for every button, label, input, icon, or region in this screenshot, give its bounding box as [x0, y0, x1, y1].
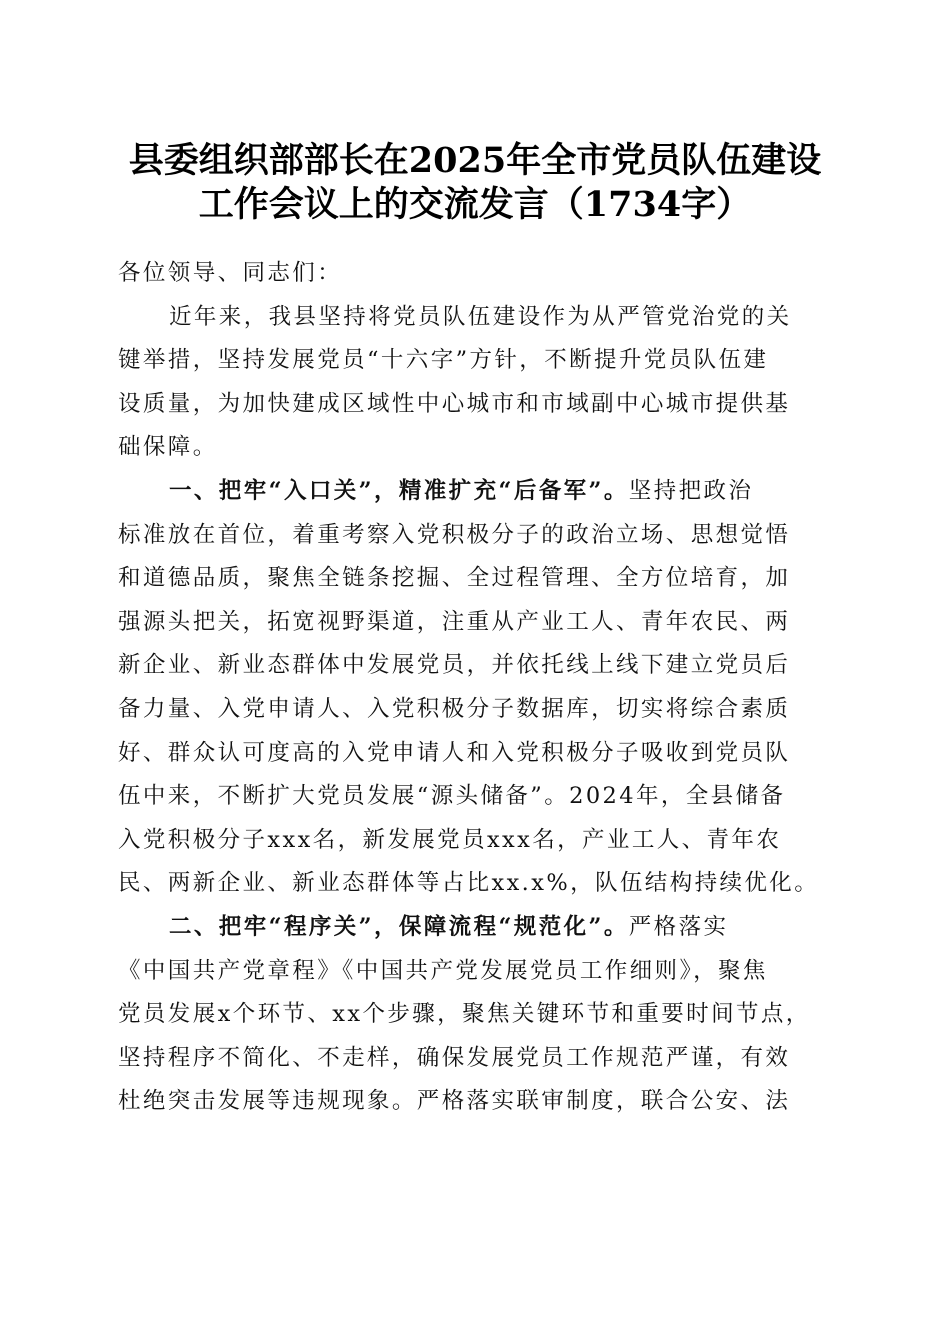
section-1-first-line — [118, 470, 834, 514]
section-1-heading: 一、把牢“入口关”，精准扩充“后备军”。 — [169, 477, 629, 504]
section-1-first-line-text: 坚持把政治 — [628, 477, 754, 504]
section-1-line: 标准放在首位，着重考察入党积极分子的政治立场、思想觉悟 — [118, 521, 791, 548]
section-2-line: 坚持程序不简化、不走样，确保发展党员工作规范严谨，有效 — [118, 1044, 791, 1071]
section-1-line: 民、两新企业、新业态群体等占比xx.x%，队伍结构持续优化。 — [118, 870, 820, 897]
section-1-paragraph — [118, 470, 834, 906]
section-1-line: 和道德品质，聚焦全链条挖掘、全过程管理、全方位培育，加 — [118, 565, 791, 592]
salutation: 各位领导、同志们： — [118, 260, 343, 286]
document-title — [60, 136, 890, 223]
intro-line: 近年来，我县坚持将党员队伍建设作为从严管党治党的关 — [169, 303, 792, 330]
section-2-line: 《中国共产党章程》《中国共产党发展党员工作细则》，聚焦 — [118, 957, 768, 984]
section-1-line: 伍中来，不断扩大党员发展“源头储备”。2024年，全县储备 — [118, 783, 786, 810]
section-2-line: 党员发展x个环节、xx个步骤，聚焦关键环节和重要时间节点， — [118, 1001, 811, 1028]
intro-paragraph — [118, 296, 834, 470]
section-1-line: 新企业、新业态群体中发展党员，并依托线上线下建立党员后 — [118, 652, 791, 679]
section-2-heading: 二、把牢“程序关”，保障流程“规范化”。 — [169, 913, 629, 940]
title-line-2: 工作会议上的交流发言（1734字） — [198, 183, 752, 225]
section-1-line: 好、群众认可度高的入党申请人和入党积极分子吸收到党员队 — [118, 739, 791, 766]
section-1-line: 入党积极分子xxx名，新发展党员xxx名，产业工人、青年农 — [118, 826, 782, 853]
section-2-paragraph — [118, 906, 834, 1124]
section-2-first-line — [118, 906, 834, 950]
intro-line: 设质量，为加快建成区域性中心城市和市域副中心城市提供基 — [118, 390, 791, 417]
section-2-first-line-text: 严格落实 — [628, 913, 729, 940]
title-line-1: 县委组织部部长在2025年全市党员队伍建设 — [128, 140, 822, 181]
section-2-line: 杜绝突击发展等违规现象。严格落实联审制度，联合公安、法 — [118, 1088, 791, 1115]
document-body — [118, 252, 834, 1124]
section-1-line: 备力量、入党申请人、入党积极分子数据库，切实将综合素质 — [118, 695, 791, 722]
intro-line: 础保障。 — [118, 434, 218, 461]
section-1-line: 强源头把关，拓宽视野渠道，注重从产业工人、青年农民、两 — [118, 608, 791, 635]
intro-line: 键举措，坚持发展党员“十六字”方针，不断提升党员队伍建 — [118, 347, 769, 374]
